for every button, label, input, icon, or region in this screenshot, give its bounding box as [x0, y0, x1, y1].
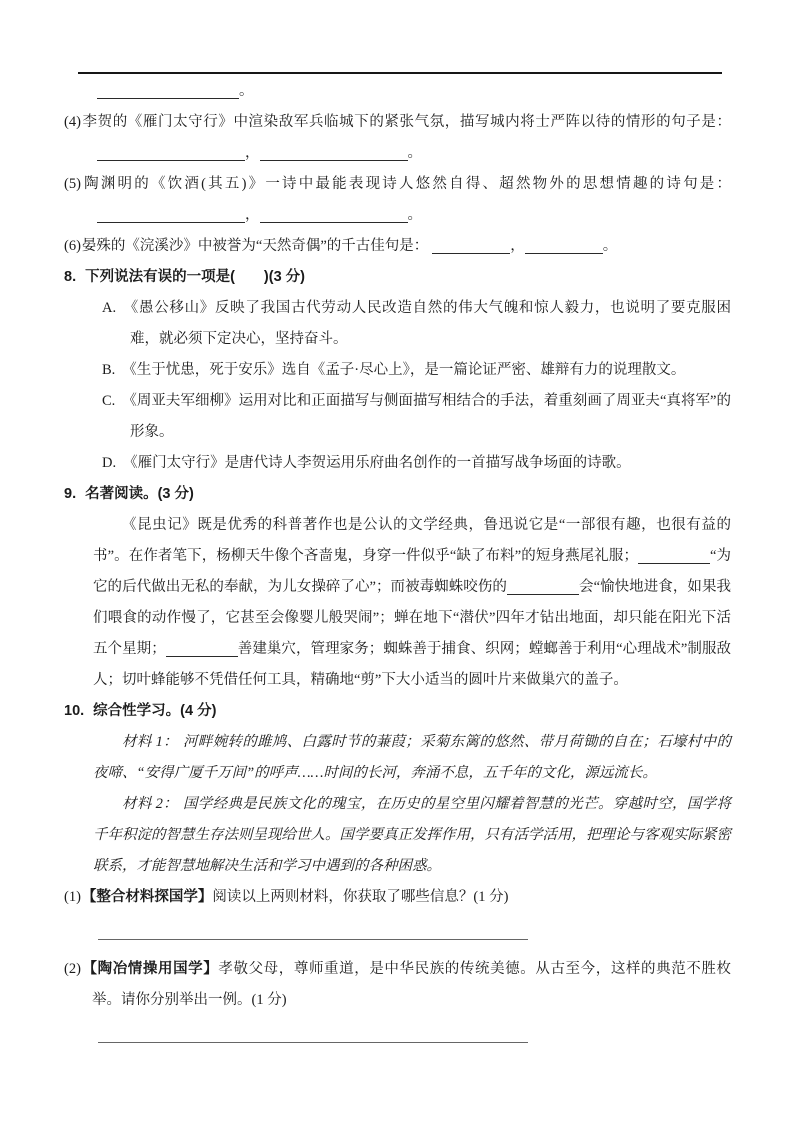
q8-number: 8.	[64, 269, 77, 285]
answer-blank	[260, 209, 408, 224]
option-text: 《雁门太守行》是唐代诗人李贺运用乐府曲名创作的一首描写战争场面的诗歌。	[123, 455, 631, 471]
answer-line	[98, 1042, 528, 1043]
q10-sub1	[64, 882, 731, 913]
top-divider	[78, 72, 722, 74]
q5-stem	[64, 169, 731, 200]
answer-blank	[638, 550, 710, 565]
punct-end: 。	[407, 145, 422, 161]
q10-title: 综合性学习。(4 分)	[93, 703, 217, 719]
option-label: D.	[102, 455, 117, 471]
q9-header	[64, 479, 731, 510]
answer-blank	[97, 209, 245, 224]
q10-sub2-text: 孝敬父母，尊师重道，是中华民族的传统美德。从古至今，这样的典范不胜枚举。请你分别举出一例。(1 分)	[92, 961, 732, 1008]
option-label: C.	[102, 393, 116, 409]
previous-answer-continuation	[97, 76, 731, 107]
material-2-text: 国学经典是民族文化的瑰宝，在历史的星空里闪耀着智慧的光芒。穿越时空，国学将千年积淀的智慧生存法则呈现给世人。国学要真正发挥作用，只有活学活用，把理论与客观实际紧密联系，才能智慧地解决生活和学习中遇到的各种困惑。	[93, 796, 732, 874]
answer-blank	[507, 581, 579, 596]
q6-text: 晏殊的《浣溪沙》中被誉为“天然奇偶”的千古佳句是：	[81, 238, 429, 254]
q10-sub2-tag: 【陶冶情操用国学】	[81, 961, 219, 977]
punct-sep: ，	[245, 145, 260, 161]
q9-passage	[93, 510, 731, 696]
q9-title: 名著阅读。(3 分)	[85, 486, 194, 502]
q8-stem: 下列说法有误的一项是( )(3 分)	[85, 269, 305, 285]
q10-material-1	[93, 727, 731, 789]
q10-header	[64, 696, 731, 727]
answer-blank	[260, 147, 408, 162]
q10-sub1-text: 阅读以上两则材料，你获取了哪些信息？(1 分)	[212, 889, 509, 905]
q8-option-d	[102, 448, 731, 479]
option-text: 《生于忧患，死于安乐》选自《孟子·尽心上》，是一篇论证严密、雄辩有力的说理散文。	[122, 362, 686, 378]
q8-option-b	[102, 355, 731, 386]
q8-option-c	[102, 386, 731, 448]
q10-sub1-label: (1)	[64, 889, 81, 905]
option-text: 《周亚夫军细柳》运用对比和正面描写与侧面描写相结合的手法，着重刻画了周亚夫“真将军”的形象。	[122, 393, 731, 440]
material-1-label: 材料 1：	[122, 734, 178, 750]
q10-sub2	[64, 954, 731, 1016]
punct-end: 。	[602, 238, 618, 254]
material-1-text: 河畔婉转的雎鸠、白露时节的蒹葭；采菊东篱的悠然、带月荷锄的自在；石壕村中的夜啼、“安得广厦千万间”的呼声……时间的长河，奔涌不息，五千年的文化，源远流长。	[93, 734, 732, 781]
option-text: 《愚公移山》反映了我国古代劳动人民改造自然的伟大气魄和惊人毅力，也说明了要克服困难，就必须下定决心，坚持奋斗。	[123, 300, 731, 347]
q6-line	[64, 231, 731, 262]
q9-number: 9.	[64, 486, 77, 502]
passage-text: 会“愉快地进食，如果我们喂食的动作慢了，它甚至会像婴儿般哭闹”；蝉在地下“潜伏”四年才钻出地面，却只能在阳光下活五个星期；	[93, 579, 732, 657]
material-2-label: 材料 2：	[122, 796, 178, 812]
q10-number: 10.	[64, 703, 85, 719]
punct-end: 。	[239, 83, 254, 99]
option-label: B.	[102, 362, 116, 378]
passage-text: 善建巢穴，管理家务；蜘蛛善于捕食、织网；螳螂善于利用“心理战术”制服敌人；切叶蜂能够不凭借任何工具，精确地“剪”下大小适当的圆叶片来做巢穴的盖子。	[93, 641, 731, 688]
answer-blank	[97, 85, 239, 100]
q6-label: (6)	[64, 238, 81, 254]
q5-answer-line	[97, 200, 731, 231]
q10-material-2	[93, 789, 731, 882]
punct-sep: ，	[245, 207, 260, 223]
q4-answer-line	[97, 138, 731, 169]
answer-line	[98, 939, 528, 940]
q5-label: (5)	[64, 176, 81, 192]
answer-blank	[97, 147, 245, 162]
punct-sep: ，	[510, 238, 525, 254]
passage-text: 《昆虫记》既是优秀的科普著作也是公认的文学经典，鲁迅说它是“一部很有趣，也很有益的书”。在作者笔下，杨柳天牛像个吝啬鬼，身穿一件似乎“缺了布料”的短身燕尾礼服；	[93, 517, 731, 564]
option-label: A.	[102, 300, 117, 316]
passage-text: “为它的后代做出无私的奉献，为儿女操碎了心”；而被毒蜘蛛咬伤的	[93, 548, 732, 595]
answer-blank	[525, 240, 603, 255]
q4-text: 李贺的《雁门太守行》中渲染敌军兵临城下的紧张气氛，描写城内将士严阵以待的情形的句子是：	[81, 114, 731, 130]
q4-stem	[64, 107, 731, 138]
answer-blank	[166, 643, 238, 658]
q4-label: (4)	[64, 114, 81, 130]
q10-sub1-tag: 【整合材料探国学】	[81, 889, 213, 905]
punct-end: 。	[407, 207, 422, 223]
q5-text: 陶渊明的《饮酒(其五)》一诗中最能表现诗人悠然自得、超然物外的思想情趣的诗句是：	[81, 176, 731, 192]
q8-header	[64, 262, 731, 293]
q8-option-a	[102, 293, 731, 355]
answer-blank	[432, 240, 510, 255]
q10-sub2-label: (2)	[64, 961, 81, 977]
